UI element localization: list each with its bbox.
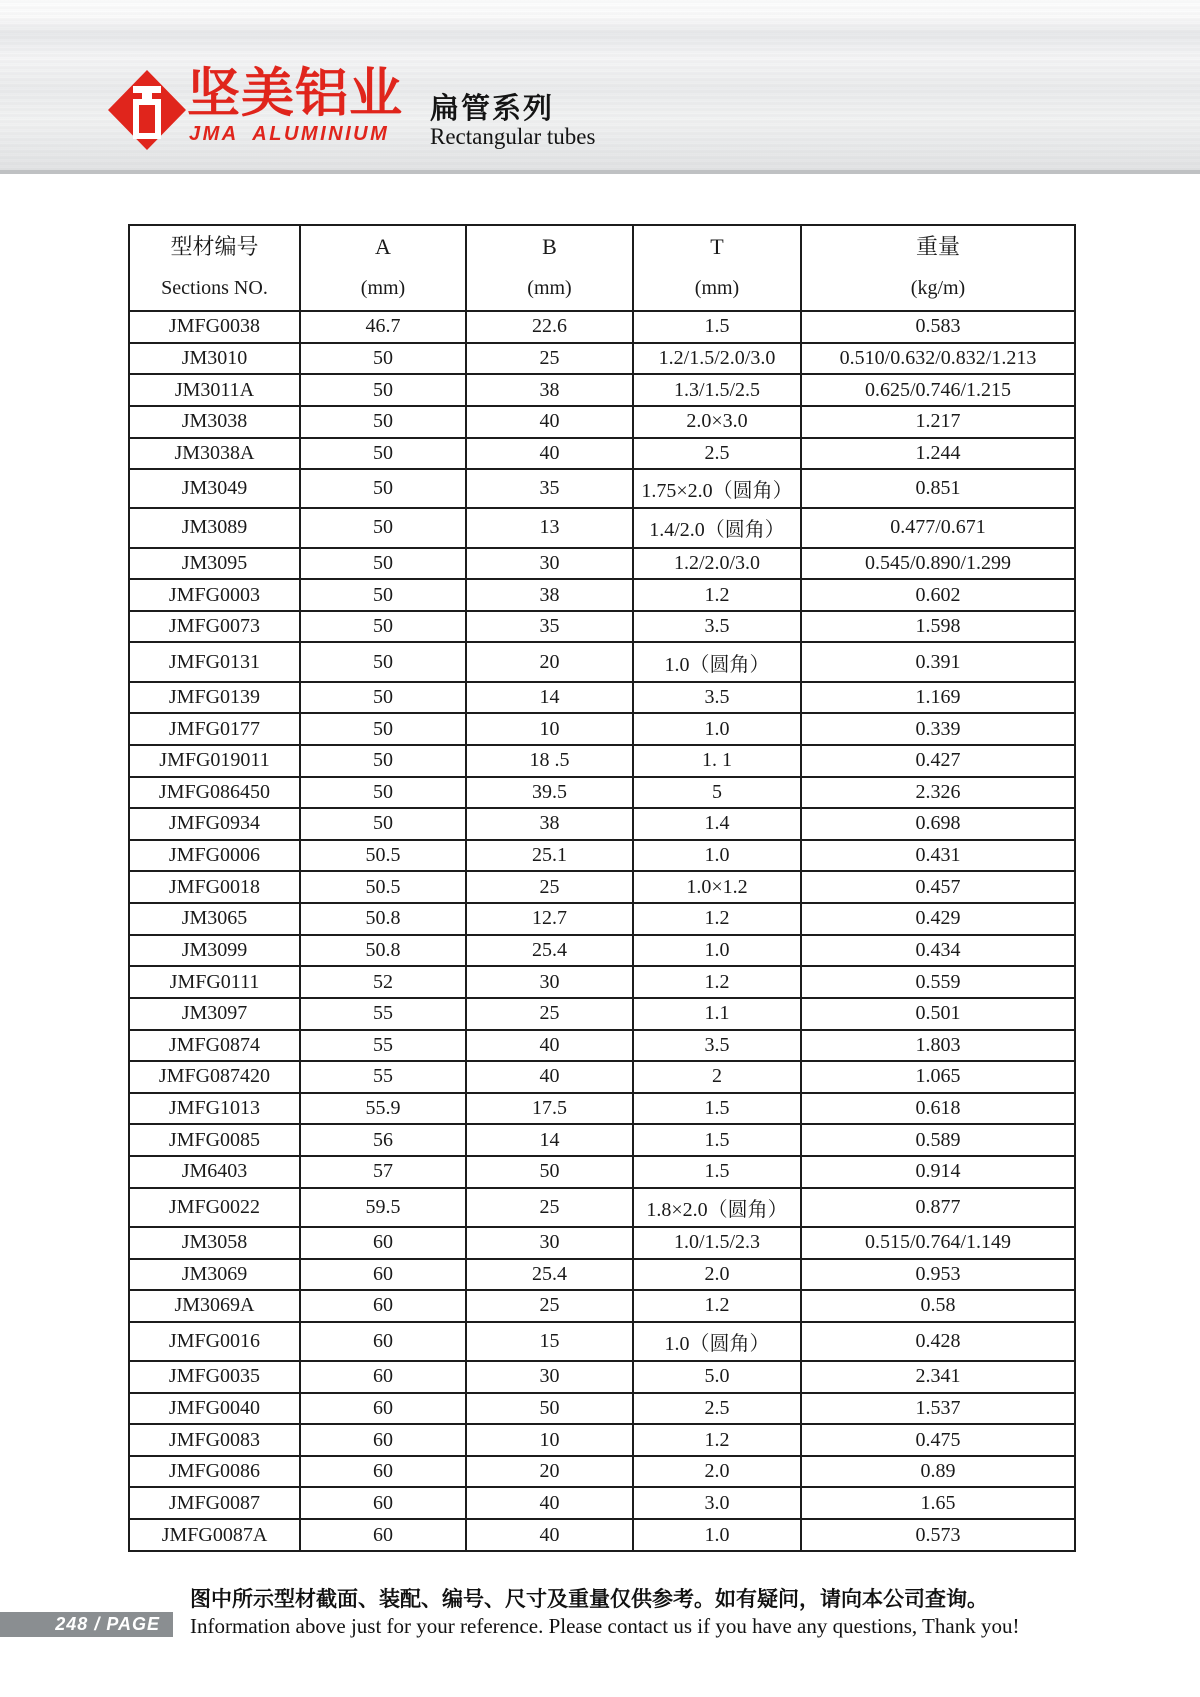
cell-section-no: JMFG0040 [129, 1393, 300, 1425]
cell-weight-kg-m: 0.457 [801, 871, 1075, 903]
cell-section-no: JMFG0003 [129, 579, 300, 611]
cell-section-no: JM6403 [129, 1156, 300, 1188]
table-row [129, 1061, 1075, 1093]
series-title-en: Rectangular tubes [430, 124, 596, 149]
cell-b-mm: 30 [466, 966, 633, 998]
cell-a-mm: 50 [300, 469, 466, 508]
cell-a-mm: 50 [300, 713, 466, 745]
cell-weight-kg-m: 0.475 [801, 1424, 1075, 1456]
table-row [129, 1227, 1075, 1259]
cell-t-mm: 5 [633, 777, 801, 809]
cell-b-mm: 25 [466, 998, 633, 1030]
table-row [129, 713, 1075, 745]
table-body [129, 311, 1075, 1551]
cell-t-mm: 3.5 [633, 1030, 801, 1062]
cell-section-no: JMFG0086 [129, 1456, 300, 1488]
cell-weight-kg-m: 0.914 [801, 1156, 1075, 1188]
cell-t-mm: 1.1 [633, 998, 801, 1030]
cell-weight-kg-m: 1.169 [801, 682, 1075, 714]
cell-t-mm: 1.0 [633, 840, 801, 872]
cell-section-no: JMFG0874 [129, 1030, 300, 1062]
col-title: T [710, 234, 724, 259]
cell-section-no: JM3010 [129, 343, 300, 375]
cell-b-mm: 25.4 [466, 1259, 633, 1291]
cell-weight-kg-m: 0.339 [801, 713, 1075, 745]
cell-t-mm: 1.5 [633, 1156, 801, 1188]
cell-b-mm: 20 [466, 642, 633, 681]
col-header-weight [801, 225, 1075, 311]
header-band [0, 0, 1200, 174]
table-row [129, 1487, 1075, 1519]
cell-weight-kg-m: 0.618 [801, 1093, 1075, 1125]
cell-t-mm: 1.0 [633, 1519, 801, 1551]
cell-b-mm: 40 [466, 1487, 633, 1519]
cell-section-no: JMFG0018 [129, 871, 300, 903]
table-row [129, 1322, 1075, 1361]
cell-b-mm: 39.5 [466, 777, 633, 809]
col-unit: Sections NO. [161, 277, 268, 299]
cell-a-mm: 60 [300, 1361, 466, 1393]
col-title: B [542, 234, 557, 259]
cell-t-mm: 5.0 [633, 1361, 801, 1393]
cell-a-mm: 50 [300, 642, 466, 681]
cell-t-mm: 1.0（圆角） [633, 1322, 801, 1361]
cell-b-mm: 17.5 [466, 1093, 633, 1125]
cell-weight-kg-m: 0.431 [801, 840, 1075, 872]
cell-a-mm: 50 [300, 777, 466, 809]
col-unit: (mm) [527, 277, 572, 299]
cell-t-mm: 1.2 [633, 579, 801, 611]
cell-section-no: JMFG0035 [129, 1361, 300, 1393]
table-row [129, 871, 1075, 903]
cell-weight-kg-m: 0.434 [801, 935, 1075, 967]
cell-weight-kg-m: 1.65 [801, 1487, 1075, 1519]
cell-b-mm: 30 [466, 1227, 633, 1259]
table-row [129, 1030, 1075, 1062]
cell-weight-kg-m: 0.953 [801, 1259, 1075, 1291]
cell-t-mm: 1.3/1.5/2.5 [633, 374, 801, 406]
cell-b-mm: 14 [466, 1124, 633, 1156]
cell-b-mm: 25.1 [466, 840, 633, 872]
cell-section-no: JMFG0087A [129, 1519, 300, 1551]
cell-a-mm: 50 [300, 745, 466, 777]
cell-a-mm: 56 [300, 1124, 466, 1156]
col-unit: (mm) [694, 277, 740, 299]
cell-weight-kg-m: 0.427 [801, 745, 1075, 777]
cell-a-mm: 55 [300, 998, 466, 1030]
cell-section-no: JM3095 [129, 548, 300, 580]
cell-b-mm: 25 [466, 343, 633, 375]
cell-a-mm: 50 [300, 611, 466, 643]
cell-a-mm: 60 [300, 1393, 466, 1425]
cell-section-no: JMFG0083 [129, 1424, 300, 1456]
cell-a-mm: 60 [300, 1456, 466, 1488]
cell-weight-kg-m: 0.625/0.746/1.215 [801, 374, 1075, 406]
col-header-b [466, 225, 633, 311]
cell-t-mm: 3.5 [633, 682, 801, 714]
cell-section-no: JM3058 [129, 1227, 300, 1259]
cell-section-no: JMFG0087 [129, 1487, 300, 1519]
cell-section-no: JM3069A [129, 1290, 300, 1322]
table-row [129, 469, 1075, 508]
cell-t-mm: 1.0（圆角） [633, 642, 801, 681]
table-row [129, 1156, 1075, 1188]
table-row [129, 579, 1075, 611]
cell-b-mm: 40 [466, 1061, 633, 1093]
cell-t-mm: 2.5 [633, 1393, 801, 1425]
cell-a-mm: 50 [300, 508, 466, 547]
footer-note-cn: 图中所示型材截面、装配、编号、尺寸及重量仅供参考。如有疑问，请向本公司查询。 [190, 1588, 988, 1611]
cell-weight-kg-m: 0.877 [801, 1188, 1075, 1227]
cell-a-mm: 50 [300, 579, 466, 611]
cell-a-mm: 55 [300, 1061, 466, 1093]
cell-b-mm: 25 [466, 1290, 633, 1322]
table-row [129, 611, 1075, 643]
cell-weight-kg-m: 0.602 [801, 579, 1075, 611]
cell-a-mm: 60 [300, 1487, 466, 1519]
cell-weight-kg-m: 1.537 [801, 1393, 1075, 1425]
cell-t-mm: 1.4 [633, 808, 801, 840]
cell-b-mm: 35 [466, 469, 633, 508]
cell-weight-kg-m: 0.698 [801, 808, 1075, 840]
col-title: A [375, 234, 391, 259]
table-row [129, 1456, 1075, 1488]
cell-t-mm: 1.0/1.5/2.3 [633, 1227, 801, 1259]
cell-t-mm: 1.5 [633, 311, 801, 343]
cell-section-no: JM3069 [129, 1259, 300, 1291]
cell-t-mm: 1.2/1.5/2.0/3.0 [633, 343, 801, 375]
cell-section-no: JMFG0177 [129, 713, 300, 745]
cell-weight-kg-m: 0.501 [801, 998, 1075, 1030]
table-row [129, 903, 1075, 935]
cell-weight-kg-m: 0.58 [801, 1290, 1075, 1322]
cell-a-mm: 46.7 [300, 311, 466, 343]
table-row [129, 438, 1075, 470]
series-title-cn: 扁管系列 [430, 93, 555, 125]
cell-weight-kg-m: 0.89 [801, 1456, 1075, 1488]
cell-t-mm: 1. 1 [633, 745, 801, 777]
cell-a-mm: 60 [300, 1290, 466, 1322]
table-row [129, 682, 1075, 714]
cell-a-mm: 50 [300, 548, 466, 580]
table-row [129, 1124, 1075, 1156]
cell-a-mm: 50 [300, 682, 466, 714]
cell-weight-kg-m: 0.510/0.632/0.832/1.213 [801, 343, 1075, 375]
cell-weight-kg-m: 1.217 [801, 406, 1075, 438]
cell-b-mm: 25 [466, 1188, 633, 1227]
table-row [129, 745, 1075, 777]
cell-weight-kg-m: 0.583 [801, 311, 1075, 343]
cell-b-mm: 22.6 [466, 311, 633, 343]
cell-a-mm: 50 [300, 343, 466, 375]
footer-note-en: Information above just for your reference. Please contact us if you have any questions, Thank you! [190, 1614, 1020, 1638]
cell-t-mm: 1.2 [633, 966, 801, 998]
cell-section-no: JMFG086450 [129, 777, 300, 809]
cell-b-mm: 13 [466, 508, 633, 547]
cell-section-no: JM3011A [129, 374, 300, 406]
cell-weight-kg-m: 2.341 [801, 1361, 1075, 1393]
cell-t-mm: 2.0×3.0 [633, 406, 801, 438]
cell-b-mm: 25.4 [466, 935, 633, 967]
cell-a-mm: 60 [300, 1322, 466, 1361]
cell-b-mm: 38 [466, 374, 633, 406]
col-header-t [633, 225, 801, 311]
col-unit: (kg/m) [910, 277, 966, 299]
table-row [129, 311, 1075, 343]
cell-b-mm: 38 [466, 808, 633, 840]
table-row [129, 998, 1075, 1030]
table-header-row [129, 225, 1075, 311]
table-row [129, 1259, 1075, 1291]
cell-weight-kg-m: 0.428 [801, 1322, 1075, 1361]
cell-a-mm: 52 [300, 966, 466, 998]
table-row [129, 1188, 1075, 1227]
cell-t-mm: 1.2 [633, 1424, 801, 1456]
cell-b-mm: 35 [466, 611, 633, 643]
cell-weight-kg-m: 0.559 [801, 966, 1075, 998]
col-unit: (mm) [360, 277, 406, 299]
table-row [129, 840, 1075, 872]
cell-section-no: JM3049 [129, 469, 300, 508]
cell-section-no: JMFG0139 [129, 682, 300, 714]
cell-t-mm: 2.0 [633, 1259, 801, 1291]
cell-b-mm: 40 [466, 438, 633, 470]
table-row [129, 966, 1075, 998]
jma-logo-icon [108, 70, 186, 150]
table-row [129, 808, 1075, 840]
cell-weight-kg-m: 1.803 [801, 1030, 1075, 1062]
cell-t-mm: 1.5 [633, 1093, 801, 1125]
cell-a-mm: 59.5 [300, 1188, 466, 1227]
cell-section-no: JMFG0073 [129, 611, 300, 643]
table-row [129, 1519, 1075, 1551]
cell-weight-kg-m: 0.573 [801, 1519, 1075, 1551]
table-row [129, 935, 1075, 967]
cell-weight-kg-m: 0.851 [801, 469, 1075, 508]
cell-b-mm: 10 [466, 713, 633, 745]
cell-b-mm: 30 [466, 1361, 633, 1393]
cell-a-mm: 55 [300, 1030, 466, 1062]
cell-a-mm: 50 [300, 374, 466, 406]
cell-b-mm: 10 [466, 1424, 633, 1456]
cell-section-no: JMFG0038 [129, 311, 300, 343]
cell-section-no: JMFG0934 [129, 808, 300, 840]
cell-b-mm: 18 .5 [466, 745, 633, 777]
cell-section-no: JMFG0131 [129, 642, 300, 681]
cell-weight-kg-m: 0.515/0.764/1.149 [801, 1227, 1075, 1259]
table-row [129, 343, 1075, 375]
table-row [129, 508, 1075, 547]
page-number-badge: 248 / PAGE [0, 1612, 173, 1637]
table-row [129, 1290, 1075, 1322]
table-row [129, 777, 1075, 809]
cell-section-no: JMFG087420 [129, 1061, 300, 1093]
cell-b-mm: 20 [466, 1456, 633, 1488]
cell-t-mm: 2.0 [633, 1456, 801, 1488]
cell-b-mm: 25 [466, 871, 633, 903]
cell-section-no: JM3065 [129, 903, 300, 935]
cell-t-mm: 1.0×1.2 [633, 871, 801, 903]
table-row [129, 548, 1075, 580]
cell-b-mm: 15 [466, 1322, 633, 1361]
cell-weight-kg-m: 0.429 [801, 903, 1075, 935]
cell-t-mm: 1.75×2.0（圆角） [633, 469, 801, 508]
cell-weight-kg-m: 0.391 [801, 642, 1075, 681]
cell-section-no: JMFG019011 [129, 745, 300, 777]
cell-weight-kg-m: 0.477/0.671 [801, 508, 1075, 547]
table-row [129, 1361, 1075, 1393]
cell-weight-kg-m: 2.326 [801, 777, 1075, 809]
cell-b-mm: 40 [466, 1030, 633, 1062]
table-row [129, 374, 1075, 406]
cell-weight-kg-m: 1.598 [801, 611, 1075, 643]
cell-section-no: JMFG0016 [129, 1322, 300, 1361]
cell-weight-kg-m: 1.065 [801, 1061, 1075, 1093]
cell-t-mm: 1.4/2.0（圆角） [633, 508, 801, 547]
cell-section-no: JMFG1013 [129, 1093, 300, 1125]
table-header [129, 225, 1075, 311]
cell-b-mm: 50 [466, 1393, 633, 1425]
cell-a-mm: 60 [300, 1424, 466, 1456]
cell-t-mm: 1.2/2.0/3.0 [633, 548, 801, 580]
cell-t-mm: 1.2 [633, 1290, 801, 1322]
cell-section-no: JMFG0006 [129, 840, 300, 872]
cell-section-no: JM3038 [129, 406, 300, 438]
cell-b-mm: 38 [466, 579, 633, 611]
cell-a-mm: 50.5 [300, 840, 466, 872]
cell-section-no: JMFG0111 [129, 966, 300, 998]
cell-a-mm: 57 [300, 1156, 466, 1188]
logo-company-name-en: JMA ALUMINIUM [189, 123, 390, 145]
logo-company-name-cn: 坚美铝业 [187, 65, 403, 123]
cell-weight-kg-m: 1.244 [801, 438, 1075, 470]
cell-b-mm: 40 [466, 1519, 633, 1551]
table-row [129, 1424, 1075, 1456]
cell-t-mm: 2.5 [633, 438, 801, 470]
col-title: 型材编号 [170, 234, 259, 259]
cell-b-mm: 14 [466, 682, 633, 714]
cell-a-mm: 60 [300, 1259, 466, 1291]
cell-weight-kg-m: 0.589 [801, 1124, 1075, 1156]
cell-t-mm: 1.0 [633, 713, 801, 745]
col-title: 重量 [915, 234, 960, 259]
cell-a-mm: 50.8 [300, 903, 466, 935]
sections-spec-table [128, 224, 1076, 1552]
cell-t-mm: 2 [633, 1061, 801, 1093]
cell-a-mm: 60 [300, 1227, 466, 1259]
col-header-a [300, 225, 466, 311]
cell-a-mm: 50.5 [300, 871, 466, 903]
cell-a-mm: 50 [300, 406, 466, 438]
table-row [129, 642, 1075, 681]
cell-section-no: JMFG0022 [129, 1188, 300, 1227]
cell-t-mm: 1.2 [633, 903, 801, 935]
cell-section-no: JMFG0085 [129, 1124, 300, 1156]
table-row [129, 1393, 1075, 1425]
cell-b-mm: 30 [466, 548, 633, 580]
cell-b-mm: 50 [466, 1156, 633, 1188]
cell-weight-kg-m: 0.545/0.890/1.299 [801, 548, 1075, 580]
cell-a-mm: 60 [300, 1519, 466, 1551]
cell-a-mm: 50 [300, 808, 466, 840]
cell-t-mm: 1.0 [633, 935, 801, 967]
cell-t-mm: 3.0 [633, 1487, 801, 1519]
cell-section-no: JM3038A [129, 438, 300, 470]
cell-b-mm: 40 [466, 406, 633, 438]
cell-a-mm: 55.9 [300, 1093, 466, 1125]
cell-section-no: JM3097 [129, 998, 300, 1030]
cell-t-mm: 1.5 [633, 1124, 801, 1156]
cell-t-mm: 3.5 [633, 611, 801, 643]
cell-a-mm: 50.8 [300, 935, 466, 967]
cell-section-no: JM3089 [129, 508, 300, 547]
cell-b-mm: 12.7 [466, 903, 633, 935]
table-row [129, 1093, 1075, 1125]
col-header-sections-no [129, 225, 300, 311]
cell-section-no: JM3099 [129, 935, 300, 967]
cell-a-mm: 50 [300, 438, 466, 470]
table-row [129, 406, 1075, 438]
cell-t-mm: 1.8×2.0（圆角） [633, 1188, 801, 1227]
